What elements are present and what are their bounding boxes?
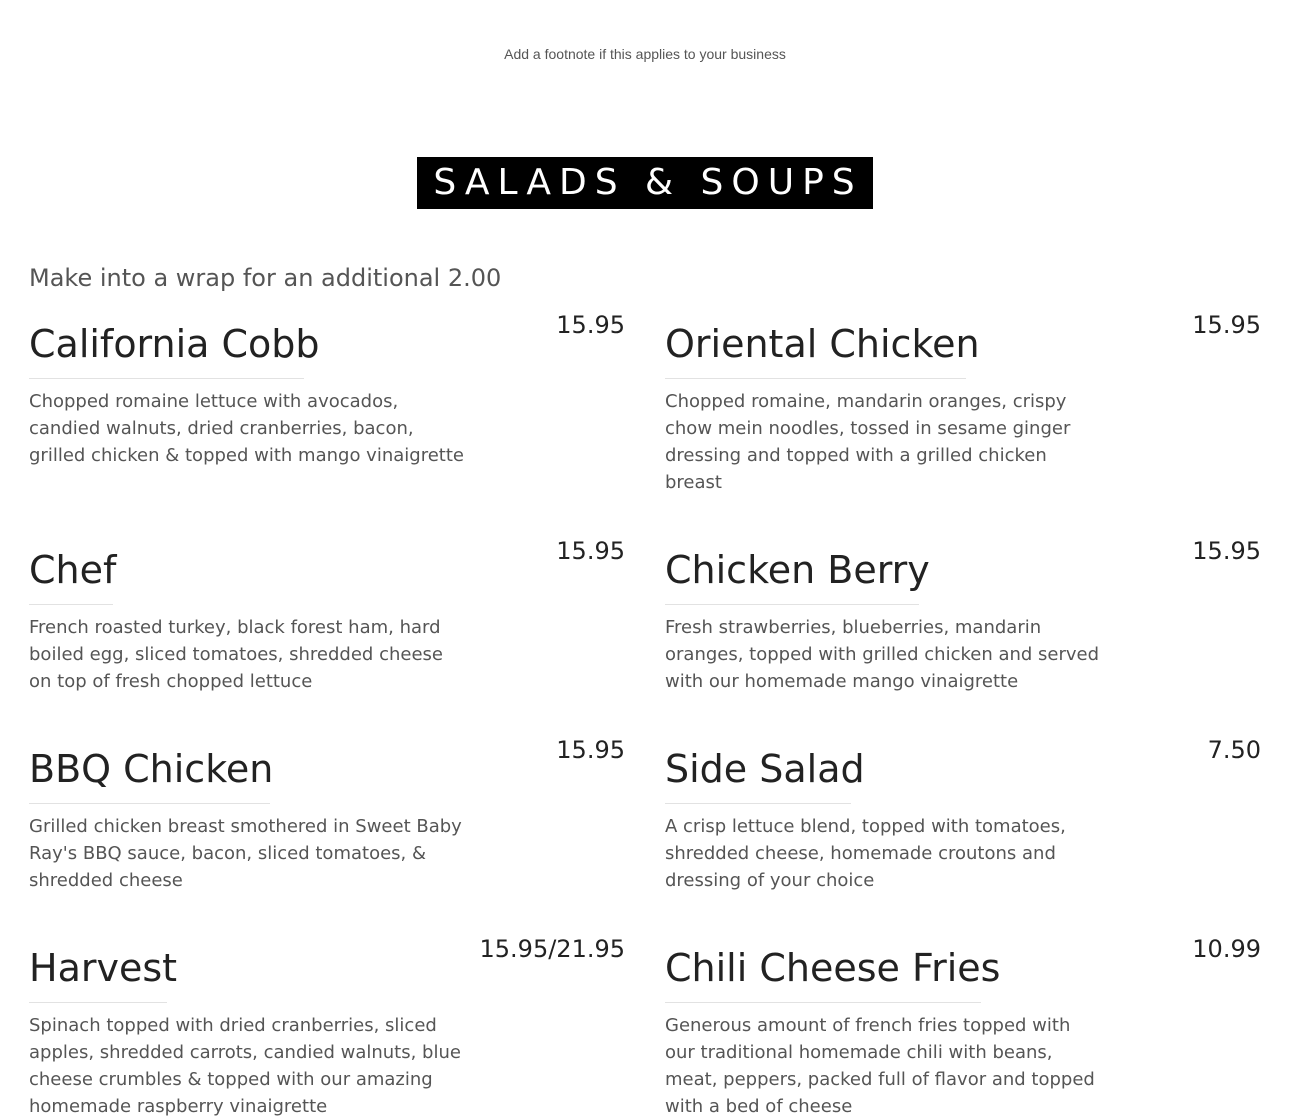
item-name: BBQ Chicken [29, 747, 274, 791]
section-header [0, 157, 1290, 209]
item-divider [665, 803, 851, 804]
item-name: Chef [29, 548, 117, 592]
item-description: Chopped romaine, mandarin oranges, crispy chow mein noodles, tossed in sesame ginger dressing and topped with a grilled chicken breast [665, 391, 1071, 493]
item-description: French roasted turkey, black forest ham, hard boiled egg, sliced tomatoes, shredded cheese on top of fresh chopped lettuce [29, 617, 443, 692]
section-title: SALADS & SOUPS [417, 157, 872, 209]
item-description: Spinach topped with dried cranberries, sliced apples, shredded carrots, candied walnuts, blue cheese crumbles & topped with our amazing homemade raspberry vinaigrette [29, 1015, 461, 1117]
item-name: Chili Cheese Fries [665, 946, 1001, 990]
item-name: Chicken Berry [665, 548, 930, 592]
item-divider [29, 1002, 167, 1003]
item-price: 10.99 [1192, 935, 1261, 963]
item-price: 15.95 [1192, 311, 1261, 339]
item-price: 15.95 [556, 311, 625, 339]
item-description: Fresh strawberries, blueberries, mandarin oranges, topped with grilled chicken and served with our homemade mango vinaigrette [665, 617, 1100, 692]
item-price: 15.95 [556, 537, 625, 565]
item-description: Chopped romaine lettuce with avocados, candied walnuts, dried cranberries, bacon, grilled chicken & topped with mango vinaigrette [29, 391, 464, 466]
item-divider [665, 378, 966, 379]
footnote: Add a footnote if this applies to your business [504, 46, 786, 62]
item-divider [29, 378, 304, 379]
item-name: Oriental Chicken [665, 322, 980, 366]
item-description: Generous amount of french fries topped with our traditional homemade chili with beans, meat, peppers, packed full of flavor and topped with a bed of cheese [665, 1015, 1095, 1117]
item-divider [665, 604, 919, 605]
item-description: A crisp lettuce blend, topped with tomatoes, shredded cheese, homemade croutons and dressing of your choice [665, 816, 1066, 891]
item-name: Harvest [29, 946, 178, 990]
wrap-note: Make into a wrap for an additional 2.00 [29, 264, 502, 292]
item-divider [29, 803, 270, 804]
item-price: 15.95/21.95 [479, 935, 625, 963]
item-description: Grilled chicken breast smothered in Sweet Baby Ray's BBQ sauce, bacon, sliced tomatoes, & shredded cheese [29, 816, 462, 891]
item-name: California Cobb [29, 322, 320, 366]
item-price: 15.95 [556, 736, 625, 764]
item-divider [29, 604, 113, 605]
item-name: Side Salad [665, 747, 865, 791]
item-price: 7.50 [1207, 736, 1261, 764]
item-price: 15.95 [1192, 537, 1261, 565]
item-divider [665, 1002, 981, 1003]
